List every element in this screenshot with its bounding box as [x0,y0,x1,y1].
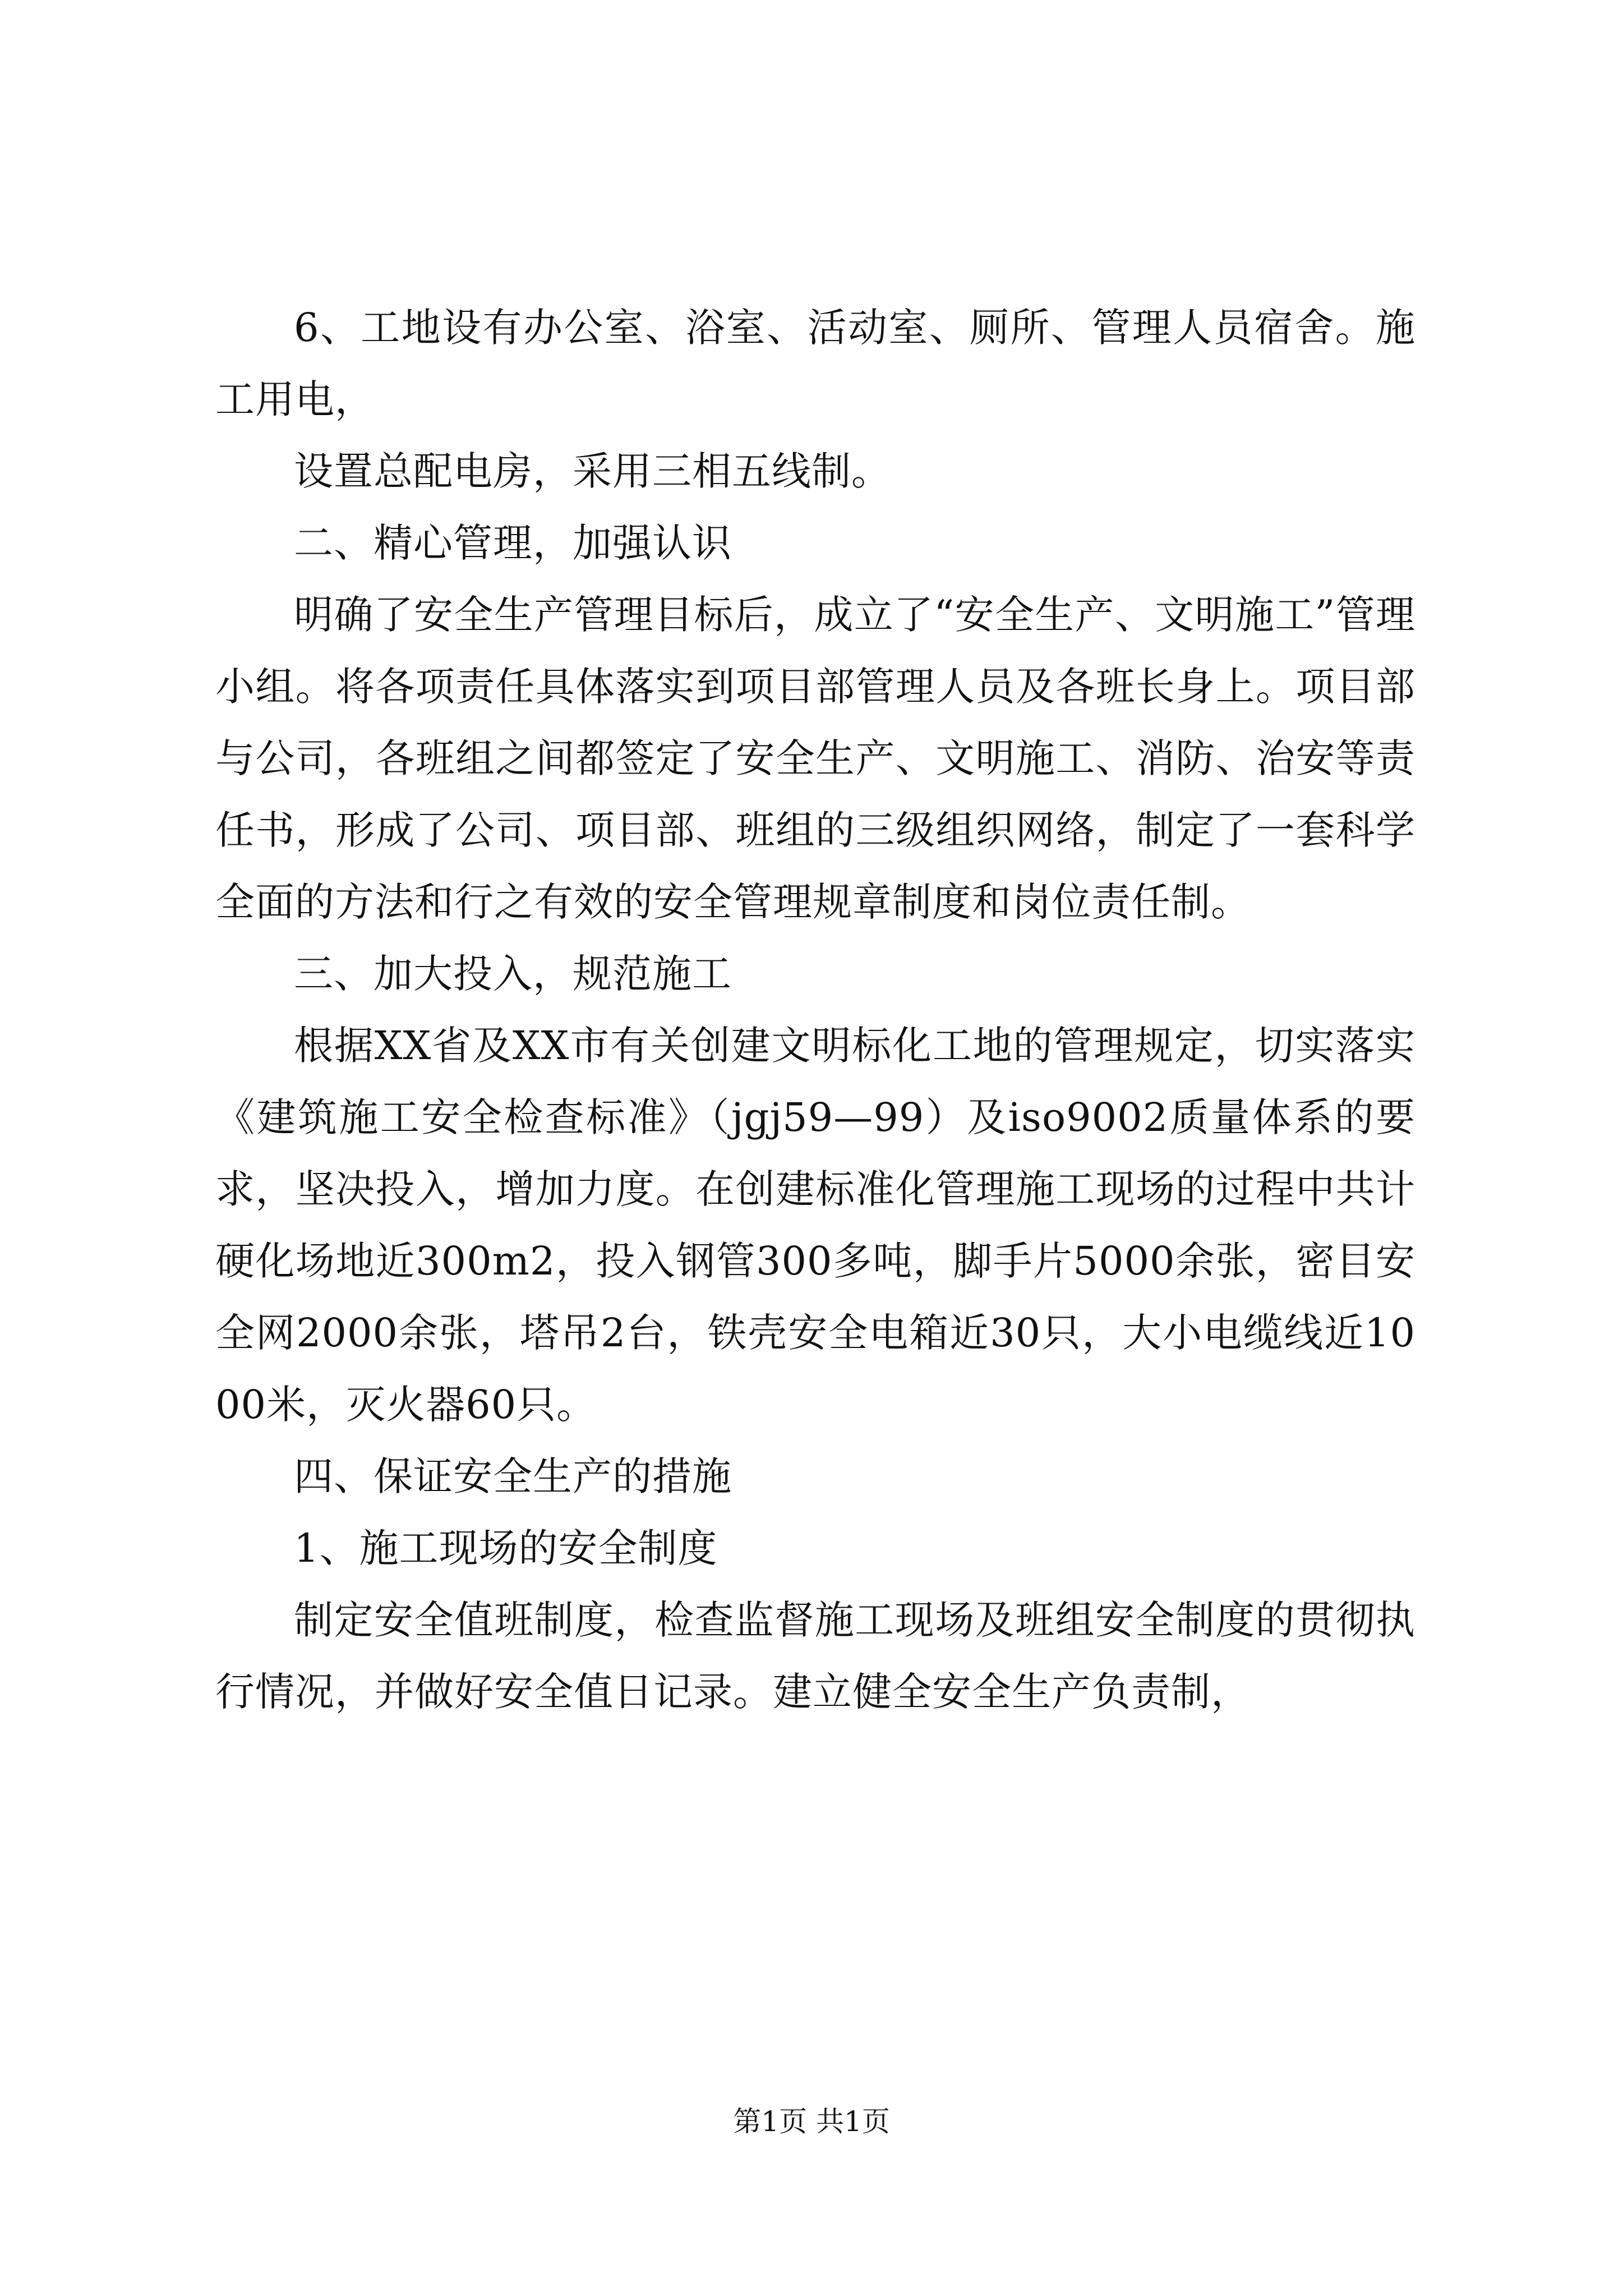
paragraph-investment-details: 根据XX省及XX市有关创建文明标化工地的管理规定，切实落实《建筑施工安全检查标准》（jgj59—99）及iso9002质量体系的要求，坚决投入，增加力度。在创建标准化管理施工现场的过程中共计硬化场地近300m2，投入钢管300多吨，脚手片5000余张，密目安全网2000余张，塔吊2台，铁壳安全电箱近30只，大小电缆线近1000米，灭火器60只。 [215,1023,1415,1428]
section-heading-safety-measures: 四、保证安全生产的措施 [294,1453,732,1499]
paragraph-management-group: 明确了安全生产管理目标后，成立了“安全生产、文明施工”管理小组。将各项责任具体落实到项目部管理人员及各班长身上。项目部与公司，各班组之间都签定了安全生产、文明施工、消防、治安等责任书，形成了公司、项目部、班组的三级组织网络，制定了一套科学全面的方法和行之有效的安全管理规章制度和岗位责任制。 [215,592,1415,925]
section-heading-investment: 三、加大投入，规范施工 [294,951,732,997]
paragraph-power-room: 设置总配电房，采用三相五线制。 [294,448,891,494]
document-body [215,292,1415,1728]
paragraph-duty-system: 制定安全值班制度，检查监督施工现场及班组安全制度的贯彻执行情况，并做好安全值日记录。建立健全安全生产负责制， [215,1597,1415,1715]
page-number-footer: 第1页 共1页 [733,2105,890,2138]
paragraph-facilities: 6、工地设有办公室、浴室、活动室、厕所、管理人员宿舍。施工用电， [215,305,1415,422]
section-heading-management: 二、精心管理，加强认识 [294,520,732,566]
subheading-site-safety-system: 1、施工现场的安全制度 [294,1525,718,1571]
